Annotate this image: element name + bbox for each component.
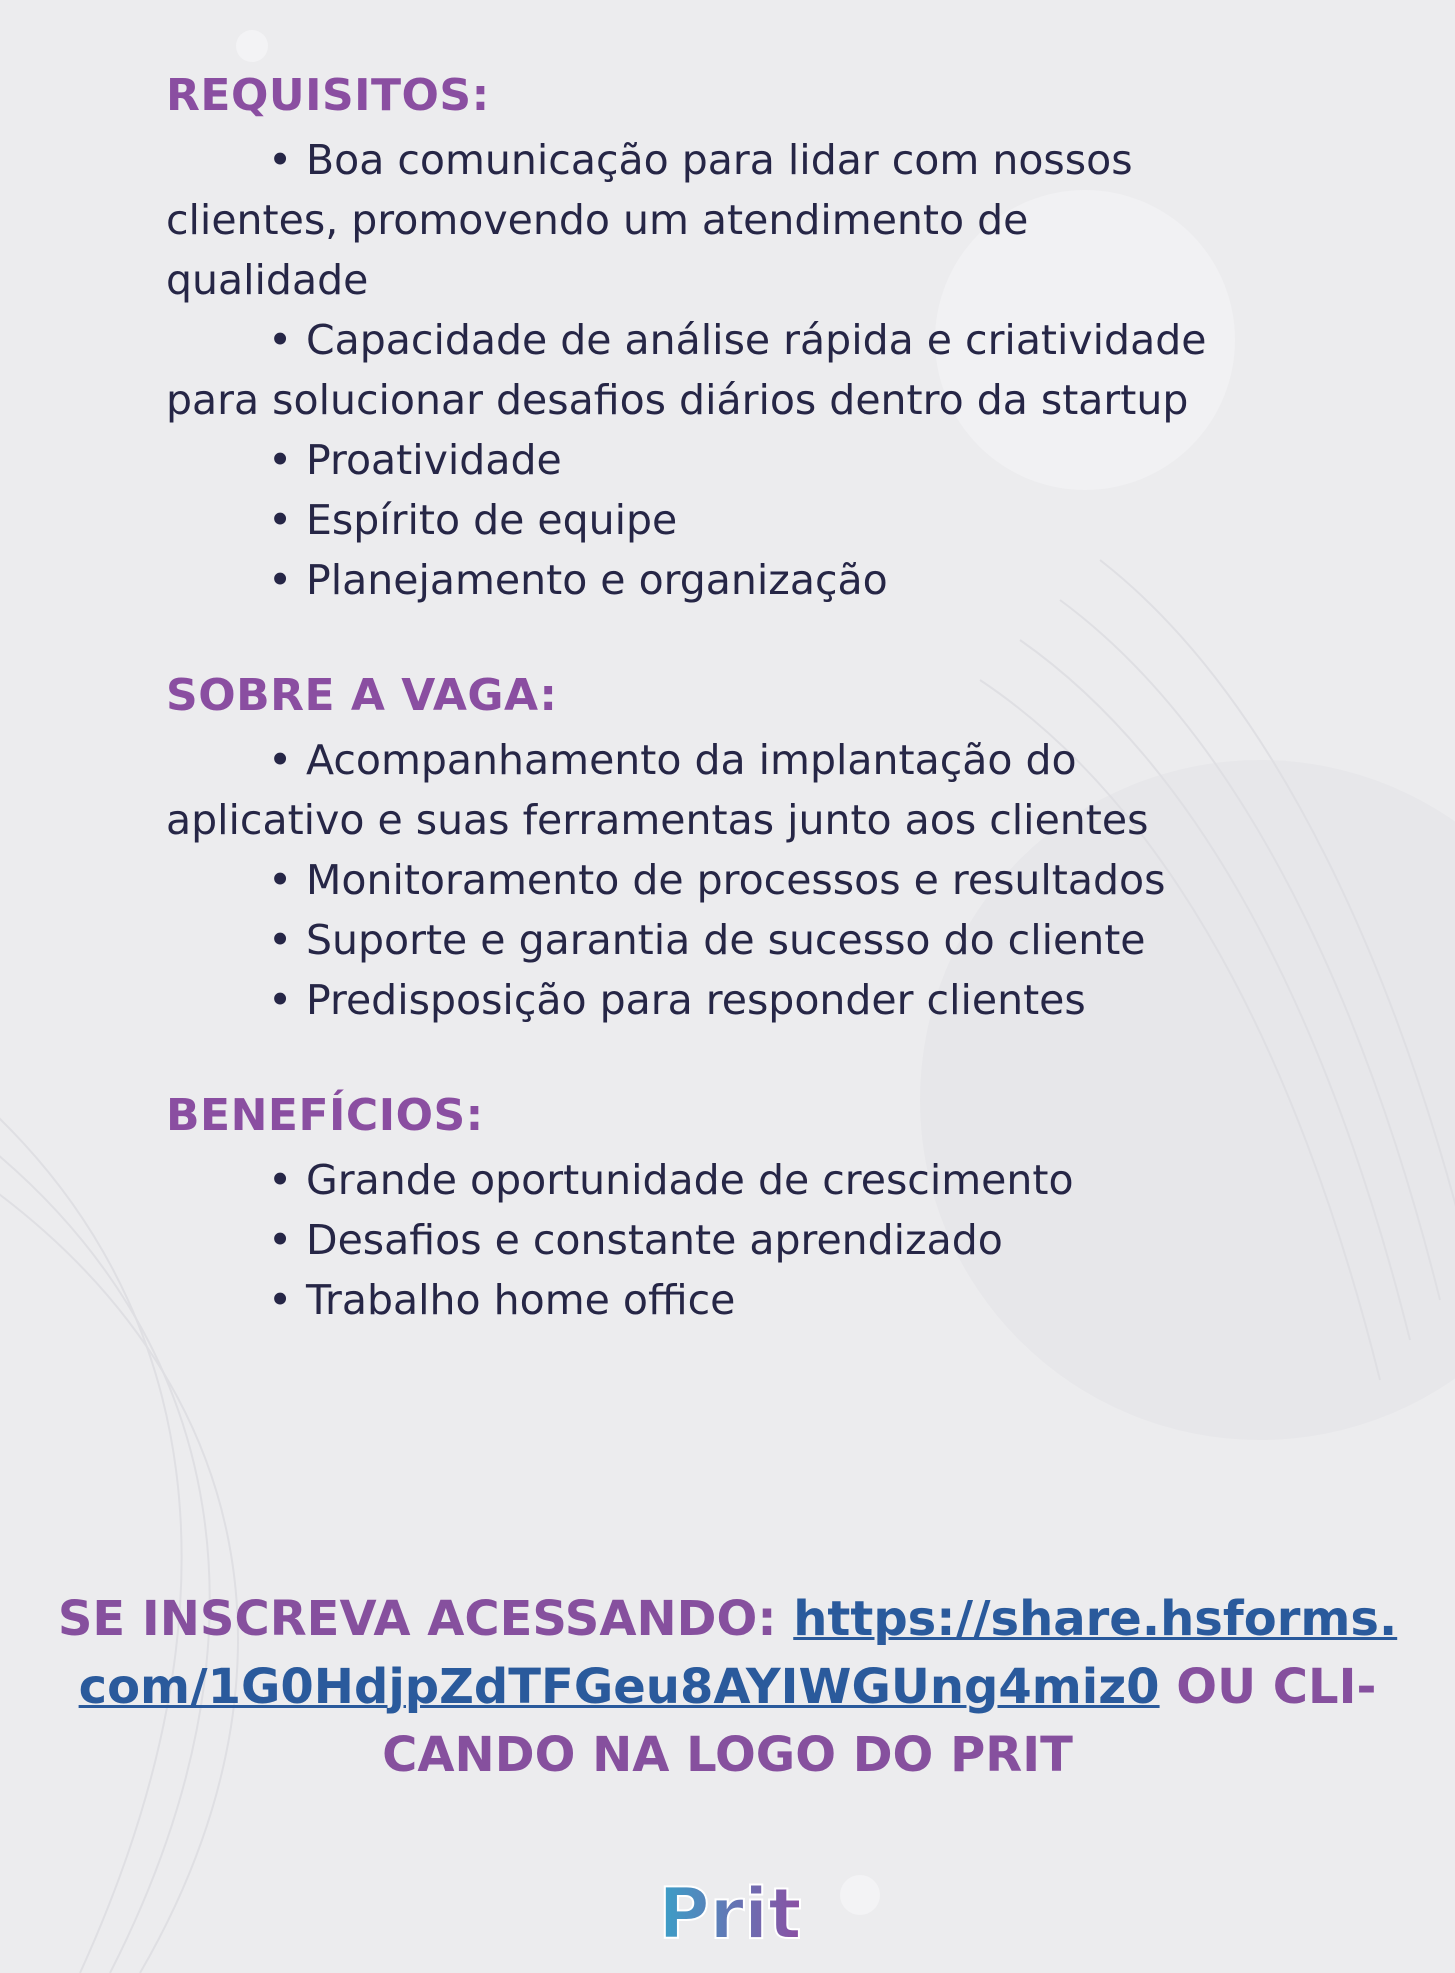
list-item: • Espírito de equipe xyxy=(268,490,677,550)
signup-link-part-2[interactable]: com/1G0HdjpZdTFGeu8AYIWGUng4miz0 xyxy=(78,1659,1160,1715)
list-item: • Predisposição para responder clientes xyxy=(268,970,1086,1030)
list-item: • Monitoramento de processos e resultados xyxy=(268,850,1165,910)
list-item: • Desafios e constante aprendizado xyxy=(268,1210,1003,1270)
requisitos-heading: REQUISITOS: xyxy=(166,70,490,121)
list-item: • Boa comunicação para lidar com nossos xyxy=(268,130,1133,190)
bullet-icon: • xyxy=(268,136,293,184)
cta-tail: OU CLI- xyxy=(1176,1659,1377,1715)
list-item: • Acompanhamento da implantação do xyxy=(268,730,1077,790)
bullet-icon: • xyxy=(268,856,293,904)
list-item-continuation: clientes, promovendo um atendimento de xyxy=(166,196,1029,244)
cta-line-3: CANDO NA LOGO DO PRIT xyxy=(382,1727,1073,1783)
prit-logo[interactable] xyxy=(658,1872,803,1956)
beneficios-heading: BENEFÍCIOS: xyxy=(166,1090,484,1141)
list-item: • Trabalho home office xyxy=(268,1270,735,1330)
list-item: • Planejamento e organização xyxy=(268,550,888,610)
list-item: • Suporte e garantia de sucesso do cliente xyxy=(268,910,1146,970)
bullet-icon: • xyxy=(268,1276,293,1324)
bullet-icon: • xyxy=(268,976,293,1024)
list-item: • Proatividade xyxy=(268,430,562,490)
list-item-continuation: qualidade xyxy=(166,256,369,304)
bullet-icon: • xyxy=(268,496,293,544)
list-item-continuation: aplicativo e suas ferramentas junto aos clientes xyxy=(166,796,1149,844)
signup-link-part-1[interactable]: https://share.hsforms. xyxy=(793,1591,1398,1647)
logo-text: Prit xyxy=(658,1873,802,1955)
bullet-icon: • xyxy=(268,556,293,604)
cta-lead: SE INSCREVA ACESSANDO: xyxy=(57,1591,777,1647)
bullet-icon: • xyxy=(268,736,293,784)
list-item: • Grande oportunidade de crescimento xyxy=(268,1150,1074,1210)
list-item: • Capacidade de análise rápida e criatividade xyxy=(268,310,1206,370)
cta-line-2 xyxy=(0,1654,1455,1720)
bullet-icon: • xyxy=(268,1216,293,1264)
cta-line-1 xyxy=(0,1586,1455,1652)
list-item-continuation: para solucionar desafios diários dentro da startup xyxy=(166,376,1189,424)
sobre-a-vaga-heading: SOBRE A VAGA: xyxy=(166,670,558,721)
bullet-icon: • xyxy=(268,316,293,364)
bullet-icon: • xyxy=(268,916,293,964)
bullet-icon: • xyxy=(268,436,293,484)
bullet-icon: • xyxy=(268,1156,293,1204)
